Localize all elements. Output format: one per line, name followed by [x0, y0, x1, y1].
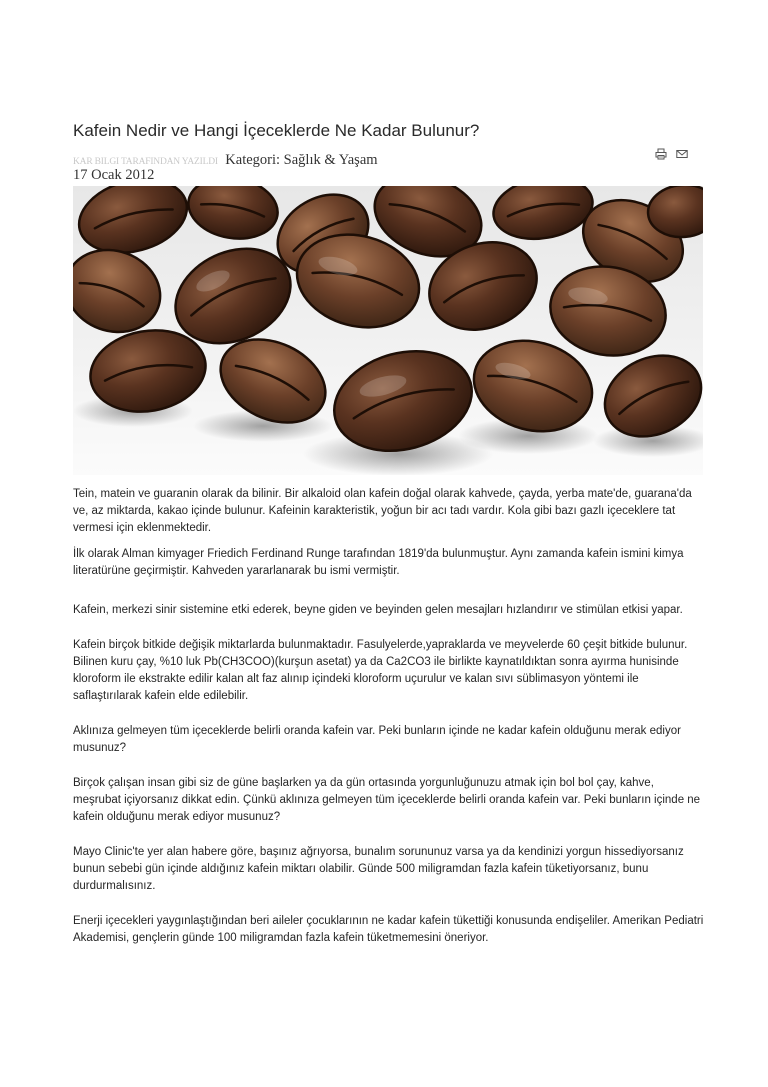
article-date: 17 Ocak 2012 — [73, 167, 155, 183]
article-tools — [655, 148, 688, 160]
paragraph: Mayo Clinic'te yer alan habere göre, başınız ağrıyorsa, bunalım sorununuz varsa ya da kendinizi yorgun hissediyorsanız bunun sebebi gün içinde aldığınız kafein miktarı olabilir. Günde 500 miligramdan fazla kafein tüketiyorsanız, bunu durdurmalısınız. — [73, 846, 684, 892]
paragraph: Kafein birçok bitkide değişik miktarlarda bulunmaktadır. Fasulyelerde,yapraklarda ve meyvelerde 60 çeşit bitkide bulunur. Bilinen kuru çay, %10 luk Pb(CH3COO)(kurşun asetat) ya da Ca2CO3 ile birlikte kaynatıldıktan sonra ayırma hunisinde kloroform ile ekstrakte edilir kalan alt faz alınıp içindeki kloroform uçurulur ve kalan sıvı süblimasyon yöntemi ile saflaştırılarak kafein elde edilebilir. — [73, 639, 688, 702]
article-title: Kafein Nedir ve Hangi İçeceklerde Ne Kadar Bulunur? — [73, 121, 480, 140]
author-line[interactable]: KAR BILGI TARAFINDAN YAZILDI — [73, 157, 218, 167]
paragraph: Birçok çalışan insan gibi siz de güne başlarken ya da gün ortasında yorgunluğunuzu atmak için bol bol çay, kahve, meşrubat içiyorsanız dikkat edin. Çünkü aklınıza gelmeyen tüm içeceklerde belirli oranda kafein var. Peki bunların içinde ne kafein olduğunu merak ediyor musunuz? — [73, 777, 701, 823]
paragraph: Tein, matein ve guaranin olarak da bilinir. Bir alkaloid olan kafein doğal olarak kahvede, çayda, yerba mate'de, guarana'da ve, az miktarda, kakao içinde bulunur. Kafeinin karakteristik, yoğun bir acı tadı vardır. Kola gibi bazı gazlı içeceklere tat vermesi için eklenmektedir. — [73, 488, 692, 534]
coffee-beans-image — [73, 186, 703, 475]
email-icon[interactable] — [676, 148, 688, 160]
paragraph: Kafein, merkezi sinir sistemine etki ederek, beyne giden ve beyinden gelen mesajları hızlandırır ve stimülan etkisi yapar. — [73, 604, 683, 616]
paragraph: Enerji içecekleri yaygınlaştığından beri aileler çocuklarının ne kadar kafein tükettiği konusunda endişeliler. Amerikan Pediatri Akademisi, gençlerin günde 100 miligramdan fazla kafein tüketmemesini öneriyor. — [73, 915, 704, 944]
paragraph: İlk olarak Alman kimyager Friedich Ferdinand Runge tarafından 1819'da bulunmuştur. Aynı zamanda kafein ismini kimya literatürüne geçirmiştir. Kahveden yararlanarak bu ismi vermiştir. — [73, 548, 684, 577]
article-body — [73, 486, 705, 965]
paragraph: Aklınıza gelmeyen tüm içeceklerde belirli oranda kafein var. Peki bunların içinde ne kadar kafein olduğunu merak ediyor musunuz? — [73, 725, 681, 754]
category-label[interactable]: Kategori: Sağlık & Yaşam — [225, 152, 378, 168]
print-icon[interactable] — [655, 148, 667, 160]
